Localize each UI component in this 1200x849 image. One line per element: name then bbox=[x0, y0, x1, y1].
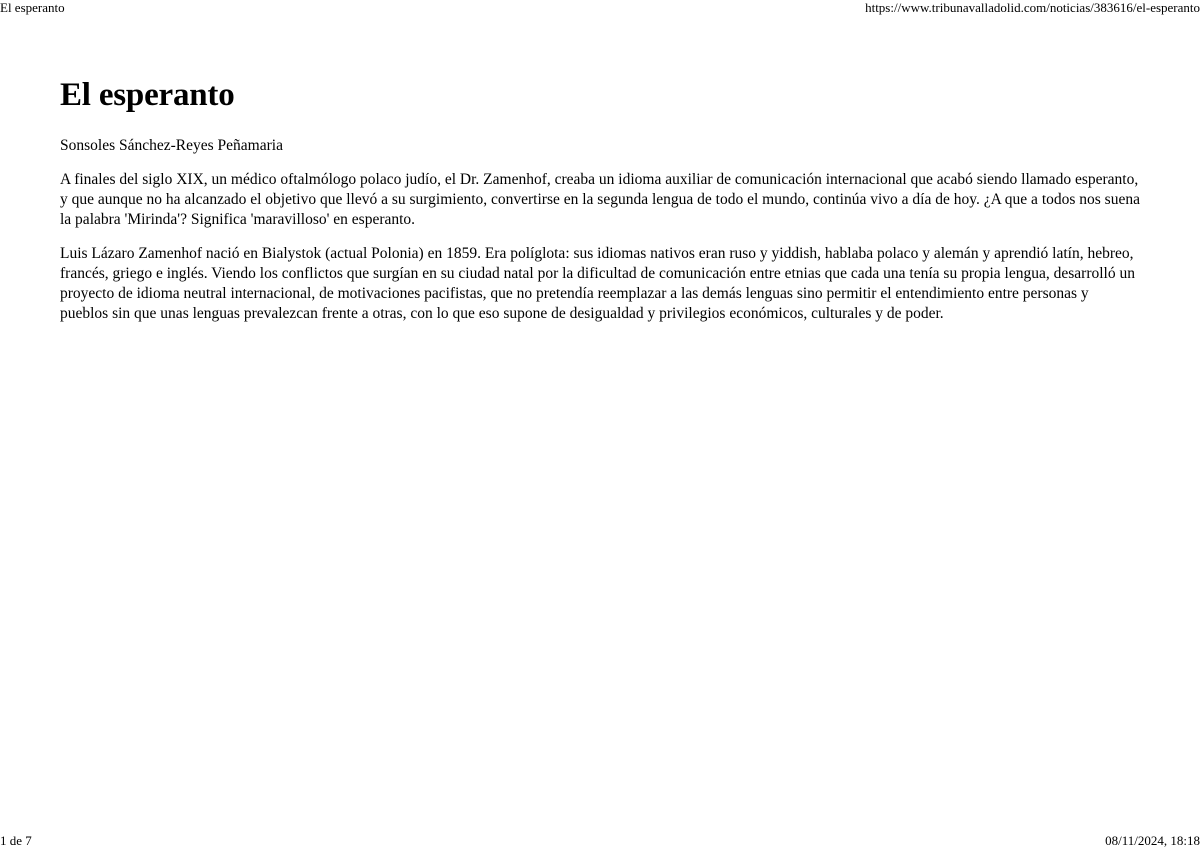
article-paragraph: Luis Lázaro Zamenhof nació en Bialystok (actual Polonia) en 1859. Era políglota: sus idiomas nativos eran ruso y yiddish, hablaba polaco y alemán y aprendió latín, hebreo, francés, griego e inglés. Viendo los conflictos que surgían en su ciudad natal por la dificultad de comunicación entre etnias que cada una tenía su propia lengua, desarrolló un proyecto de idioma neutral internacional, de motivaciones pacifistas, que no pretendía reemplazar a las demás lenguas sino permitir el entendimiento entre personas y pueblos sin que unas lenguas prevalezcan frente a otras, con lo que eso supone de desigualdad y privilegios económicos, culturales y de poder. bbox=[60, 245, 1135, 322]
print-header bbox=[0, 0, 1200, 16]
print-page-number: 1 de 7 bbox=[0, 833, 32, 848]
print-page-title: El esperanto bbox=[0, 0, 65, 15]
print-url[interactable]: https://www.tribunavalladolid.com/noticias/383616/el-esperanto bbox=[865, 0, 1200, 15]
print-datetime: 08/11/2024, 18:18 bbox=[1105, 833, 1200, 848]
article bbox=[60, 76, 1140, 324]
article-paragraph: A finales del siglo XIX, un médico oftalmólogo polaco judío, el Dr. Zamenhof, creaba un idioma auxiliar de comunicación internacional que acabó siendo llamado esperanto, y que aunque no ha alcanzado el objetivo que llevó a su surgimiento, convertirse en la segunda lengua de todo el mundo, continúa vivo a día de hoy. ¿A que a todos nos suena la palabra 'Mirinda'? Significa 'maravilloso' en esperanto. bbox=[60, 171, 1140, 228]
print-footer bbox=[0, 833, 1200, 849]
article-author: Sonsoles Sánchez-Reyes Peñamaria bbox=[60, 137, 283, 154]
article-title: El esperanto bbox=[60, 77, 235, 113]
